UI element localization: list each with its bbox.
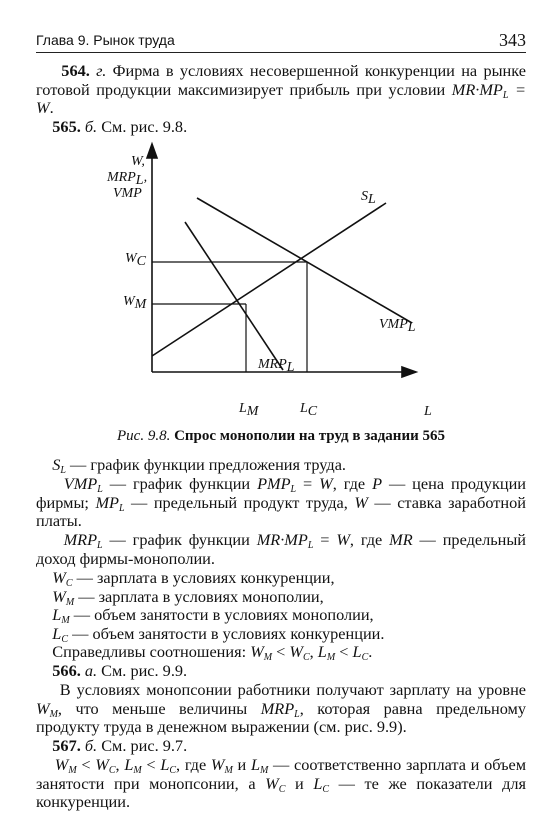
lc-label: LC	[300, 401, 318, 419]
definition-wc: $W_C$ — зарплата в условиях конкуренции,	[52, 568, 335, 589]
mrp-label: MRPL	[258, 357, 295, 375]
answer-number: 565.	[52, 117, 81, 136]
definition-sl: $S_L$ — график функции предложения труда.	[52, 455, 346, 476]
formula-sub: L	[502, 89, 509, 101]
answer-letter: б.	[84, 117, 98, 136]
supply-label: SL	[361, 189, 376, 207]
definition-wm: $W_M$ — зарплата в условиях монополии,	[52, 586, 324, 608]
answer-letter: г.	[96, 61, 107, 80]
definition-lm: $L_M$ — объем занятости в условиях монополии,	[52, 605, 374, 627]
period: .	[49, 98, 54, 118]
x-axis-arrow	[402, 367, 416, 377]
x-axis-label: L	[424, 404, 432, 419]
relations: Справедливы соотношения: $W_M < W_C$, $L_M < L_C$.	[52, 642, 373, 664]
definition-lc: $L_C$ — объем занятости в условиях конкуренции.	[52, 623, 385, 645]
y-axis-arrow	[147, 144, 157, 158]
chapter-title: Глава 9. Рынок труда	[36, 32, 175, 48]
page-number: 343	[499, 30, 526, 50]
definition-mrp: $MRP_L$ — график функции $MR\cdot MP_L = W$, где MR — предельный доход фирмы-монополии.	[36, 530, 527, 568]
figure-number: Рис. 9.8.	[117, 428, 171, 444]
answer-566-body: В условиях монопсонии работники получают зарплату на уровне $W_M$, что меньше величины $MRP_L$, которая равна предельному продукту труда в денежном выражении (см. рис. 9.9).	[36, 680, 527, 737]
definition-vmp: $VMP_L$ — график функции $PMP_L = W$, где P — цена продукции фирмы; $MP_L$ — предельный продукт труда, W — ставка заработной платы.	[36, 474, 526, 531]
answer-text: Фирма в условиях несовершенной конкуренции на рынке готовой продукции максимизирует прибыль при условии	[36, 61, 526, 99]
formula: = W	[36, 79, 526, 118]
figure-caption	[36, 428, 526, 445]
y-axis-label: VMP	[113, 186, 142, 201]
y-axis-label: W,	[131, 154, 145, 169]
answer-number: 564.	[61, 61, 90, 80]
answer-567: 567. б. См. рис. 9.7.	[52, 736, 188, 755]
definitions-list	[36, 569, 526, 662]
lm-label: LM	[239, 401, 259, 419]
mrp-curve	[185, 222, 283, 370]
y-axis-label: MRPL,	[107, 170, 148, 188]
figure-title: Спрос монополии на труд в задании 565	[170, 428, 445, 444]
wm-label: WM	[123, 294, 147, 312]
answer-566: 566. а. См. рис. 9.9.	[52, 661, 188, 680]
answer-567-body: $W_M < W_C$, $L_M < L_C$, где $W_M$ и $L_M$ — соответственно зарплата и объем занятости при монопсонии, а $W_C$ и $L_C$ — те же показатели для конкуренции.	[36, 755, 527, 812]
answer-text: См. рис. 9.8.	[97, 117, 188, 136]
formula: MR·MP	[451, 79, 503, 99]
vmp-label: VMPL	[379, 317, 416, 335]
wc-label: WC	[125, 251, 147, 269]
